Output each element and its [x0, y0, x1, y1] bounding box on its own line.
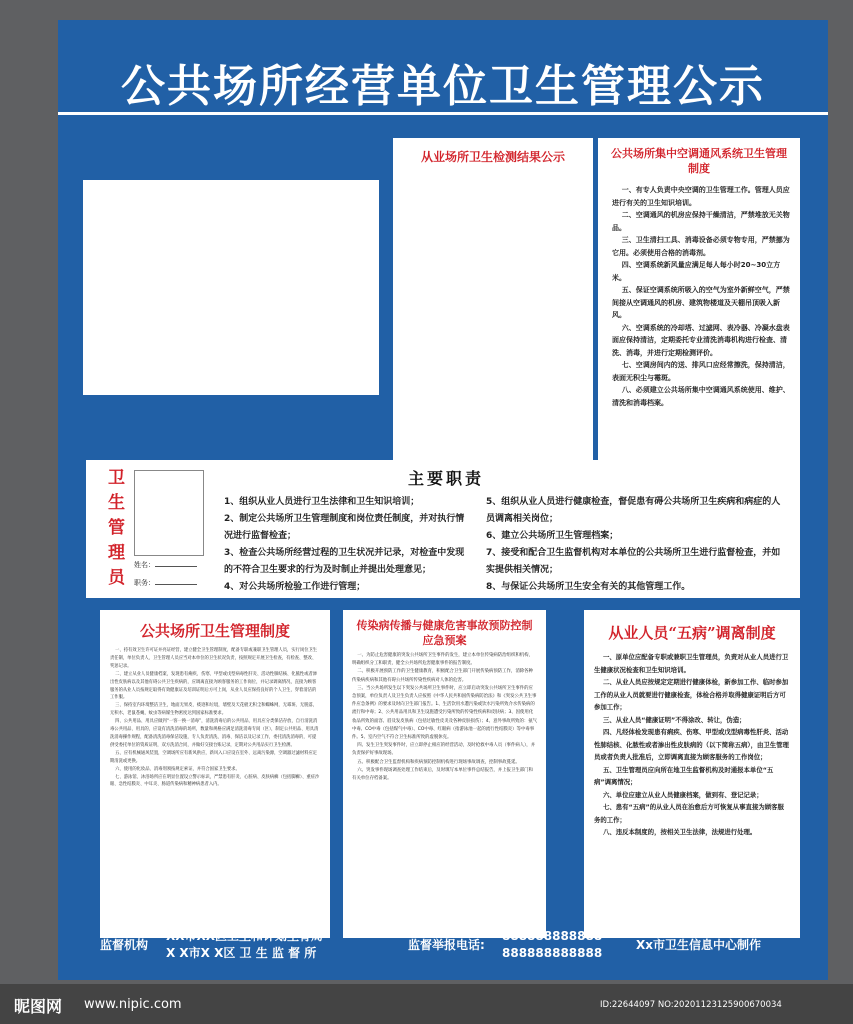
- hotline-number: 888888888888: [502, 946, 603, 960]
- five-para: 四、凡经体检发现患有痢疾、伤寒、甲型或戊型病毒性肝炎、活动性肺结核、化脓性或者渗出性皮肤病的（以下简称五病），由卫生管理员或者负责人批准后，立即调离直接为顾客服务的工作岗位；: [594, 728, 789, 761]
- duty-item: 7、接受和配合卫生监督机构对本单位的公共场所卫生进行监督检查，并如实提供相关情况；: [486, 548, 781, 575]
- supervisory-agencies: [166, 928, 323, 962]
- mgmt-para: 七、游泳馆、沐浴场所应在明显位置设立警示标识，严禁患有肝炎、心脏病、皮肤病癣（包括脚癣）、重症沙眼、急性结膜炎、中耳炎、肠道传染病和精神病患者入内。: [110, 774, 320, 788]
- air-para: 一、有专人负责中央空调的卫生管理工作。管理人员应进行有关的卫生知识培训。: [612, 186, 790, 207]
- emerg-para: 二、积极开展预防工作的卫生健康教育，积极配合卫生部门开展传染病预防工作，消除各种传染病疾病和其他有碍公共场所传染性疾病对人体的危害。: [352, 669, 533, 683]
- watermark-id: ID:22644097 NO:20201123125900670034: [600, 1000, 782, 1010]
- emerg-para: 三、当公共场所发生以下突发公共场所卫生事件时，应立即启动突发公共场所卫生事件的应急预案，单位负责人及卫生负责人应按照《中华人民共和国传染病防治法》和《突发公共卫生事件应急条例》的要求及时向卫生部门报告。1、生活饮用水遭污染或饮水污染所致介水传染病的流行和中毒；2、公共用品用具和卫生设施遭受污染所致的传染性疾病和皮肤病；3、因使用化妆品所致的面容、唇及发皮肤病（包括过敏性皮炎及各种皮肤损伤）；4、意外事故所致的：氨气中毒、CO中毒（包括煤气中毒）、CO中毒、红眼病（指游泳池一起的流行性结膜炎）等中毒事件。5、室内空气不符合卫生标准所致的虚脱休克。: [352, 685, 538, 741]
- title-divider: [58, 112, 828, 115]
- duty-item: 6、建立公共场所卫生管理档案；: [486, 531, 619, 541]
- duty-item: 3、检查公共场所经营过程的卫生状况并记录，对检查中发现的不符合卫生要求的行为及时制止并提出处理意见；: [224, 548, 465, 575]
- hotline-number: 888888888888: [502, 929, 603, 943]
- hygiene-management-body: [100, 647, 330, 789]
- duties-left-column: [224, 494, 468, 596]
- manager-photo-box: [134, 470, 204, 556]
- emerg-para: 六、突发事件现场调查处理工作结束后，及时填写本单位事件总结报告，并上报卫生部门和有关单位存档备案。: [352, 767, 533, 782]
- five-para: 五、卫生管理员应向所在地卫生监督机构及时通报本单位“五病”调离情况；: [594, 765, 774, 786]
- emergency-plan-panel: [343, 610, 546, 938]
- agency-line-2: X X市X X区 卫 生 监 督 所: [166, 946, 317, 960]
- five-diseases-body: [584, 651, 800, 839]
- five-para: 三、从业人员“健康证明”不得涂改、转让，伪造；: [602, 715, 746, 724]
- five-para: 八、违反本制度的，按相关卫生法律，法规进行处理。: [602, 828, 757, 836]
- main-duties-title: 主要职责: [407, 469, 484, 488]
- hygiene-management-title: 公共场所卫生管理制度: [139, 622, 290, 640]
- air-para: 四、空调系统新风量应满足每人每小时20~30立方米。: [612, 261, 781, 282]
- emergency-plan-title: 传染病传播与健康危害事故预防控制应急预案: [356, 619, 533, 647]
- air-para: 八、必须建立公共场所集中空调通风系统使用、维护、清洗和消毒档案。: [612, 386, 790, 407]
- watermark-logo: 昵图网: [14, 997, 63, 1016]
- photo-placeholder: [83, 180, 379, 395]
- duty-item: 2、制定公共场所卫生管理制度和岗位责任制度，并对执行情况进行监督检查；: [224, 514, 465, 541]
- air-para: 六、空调系统的冷却塔、过滤网、表冷器、冷凝水盘表面应保持清洁，定期委托专业清洗消毒机构进行检查、清洗、消毒，并进行定期检测评价。: [612, 323, 790, 357]
- mgmt-para: 二、建立从业人员健康档案，发现患有痢疾、伤寒、甲型或戊型病毒性肝炎、活动性肺结核、化脓性或者渗出性皮肤病以及其他有碍公共卫生疾病的，应调离直接为顾客服务的工作岗位，并记录调离情况，直接为顾客服务的从业人员按规定取得有效健康证及培训证明后方可上岗，从业人员应保持良好的个人卫生，穿着清洁的工作服。: [110, 671, 318, 701]
- test-results-panel: [393, 138, 593, 466]
- post-field: [134, 578, 197, 588]
- name-label: 姓名：: [134, 561, 155, 569]
- emerg-para: 五、积极配合卫生监督机构和疾病预防控制机构进行现场事故调查，控制事故蔓延。: [357, 759, 520, 765]
- emerg-para: 一、为防止危害健康的突发公共场所卫生事件的发生，建立本单位传染病防治组织和机构，明确组织分工和职责，健全公共场所危害健康事件的报告制度。: [352, 653, 533, 667]
- air-para: 二、空调通风的机房应保持干燥清洁，严禁堆放无关物品。: [612, 211, 790, 232]
- duties-panel: [86, 460, 800, 598]
- five-para: 六、单位应建立从业人员健康档案，做到有、登记记录；: [602, 790, 763, 799]
- hotline-numbers: [502, 928, 602, 962]
- five-para: 七、患有“五病”的从业人员在治愈后方可恢复从事直接为顾客服务的工作；: [594, 803, 784, 824]
- mgmt-para: 六、使用的化妆品、消毒剂须按规定索证，并符合国家卫生要求。: [115, 766, 240, 772]
- duties-right-column: [486, 494, 788, 596]
- name-field: [134, 560, 197, 570]
- hotline-label: 监督举报电话:: [408, 938, 485, 952]
- mgmt-para: 四、公共用品、用具应做到“一客一换一消毒”，清洗消毒后的公共用品、用具应分类保洁存放，自行清洗消毒公共用品、用具的，应设有清洗消毒的场所，数量和规格应满足清洗消毒专间（区），制定公共用品、用具清洗消毒操作规程，配备清洗消毒保洁设施，专人负责清洗、消毒、保洁以及记录工作，委托清洗消毒的，可提供受委托单位的资质证明，双方洗消合同，并做好交接台账记录，定期对公共用品实行卫生检测。: [110, 719, 319, 748]
- mgmt-para: 三、保持室内环境整洁卫生，地面无果皮、痰迹和垃圾，墙壁及天花板无积尘和蜘蛛网，无霉斑、无脱落，无积水，老鼠苍蝇、蚊虫等病媒生物密度达到国家标准要求。: [110, 703, 318, 717]
- five-para: 一、原单位应配备专职或兼职卫生管理员，负责对从业人员进行卫生健康状况检查和卫生知识培训。: [594, 653, 789, 674]
- mgmt-para: 一、持有效卫生许可证并亮证经营，建立健全卫生管理制度，配备专职或兼职卫生管理人员，实行岗位卫生责任制，单位负责人、卫生管理人员应当对本单位的卫生状况负责，按照规定开展卫生检查，有检查、整改、奖惩记录。: [110, 648, 318, 669]
- air-para: 三、卫生清扫工具、消毒设备必须专物专用，严禁挪为它用。必须使用合格的消毒剂。: [612, 236, 790, 257]
- agency-line-1: XX市XX区卫生和计划生育局: [166, 929, 324, 943]
- five-para: 二、从业人员应按规定定期进行健康体检，新参加工作、临时参加工作的从业人员就要进行健康检查，体检合格并取得健康证明后方可参加工作；: [594, 678, 789, 711]
- duty-item: 8、与保证公共场所卫生安全有关的其他管理工作。: [486, 582, 691, 592]
- five-diseases-title: 从业人员“五病”调离制度: [608, 624, 776, 642]
- duty-item: 5、组织从业人员进行健康检查，督促患有碍公共场所卫生疾病和病症的人员调离相关岗位；: [486, 497, 781, 524]
- watermark-bar: [0, 984, 853, 1024]
- air-para: 五、保证空调系统所吸入的空气为室外新鲜空气，严禁间接从空调通风的机房、建筑物楼道及天棚吊顶吸入新风。: [612, 286, 790, 319]
- air-conditioning-panel: [598, 138, 800, 466]
- main-title: 公共场所经营单位卫生管理公示: [121, 61, 765, 112]
- health-manager-label: 卫生管理员: [108, 468, 125, 588]
- notice-board: [58, 20, 828, 980]
- five-diseases-panel: [584, 610, 800, 938]
- test-results-title: 从业场所卫生检测结果公示: [420, 150, 565, 164]
- air-conditioning-body: [598, 182, 800, 409]
- air-conditioning-title: 公共场所集中空调通风系统卫生管理制度: [611, 147, 787, 175]
- watermark-url: www.nipic.com: [84, 997, 182, 1012]
- post-label: 职务：: [134, 579, 155, 587]
- mgmt-para: 五、应有机械通风装置，空调场所应有新风供应，新风入口应设在室外、远离污染源，空调器过滤材料应定期清洗或更换。: [110, 750, 318, 764]
- supervisory-agency-label: 监督机构: [100, 938, 149, 952]
- emerg-para: 四、发生卫生突发事件时，应立即停止相应的经营活动，及时抢救中毒人员（事件病人），并负责保护好事故现场。: [352, 743, 536, 757]
- producer-credit: Xx市卫生信息中心制作: [636, 938, 761, 952]
- air-para: 七、空调房间内的送、排风口应经常擦洗，保持清洁，表面无积尘与霉斑。: [612, 361, 790, 382]
- duty-item: 1、组织从业人员进行卫生法律和卫生知识培训；: [224, 497, 420, 507]
- duty-item: 4、对公共场所检验工作进行管理；: [224, 582, 366, 592]
- emergency-plan-body: [343, 652, 546, 783]
- hygiene-management-panel: [100, 610, 330, 938]
